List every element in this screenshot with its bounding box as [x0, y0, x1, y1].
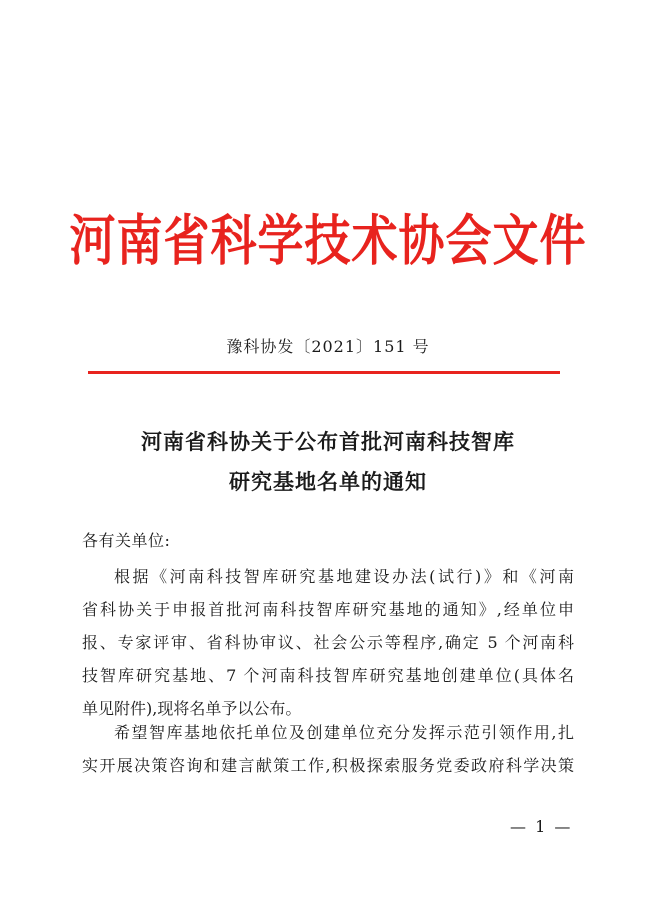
- page-number: — 1 —: [510, 817, 573, 836]
- red-divider-rule: [88, 371, 560, 374]
- body-paragraph-2: [82, 716, 574, 782]
- paragraph-line: 技智库研究基地、7 个河南科技智库研究基地创建单位(具体名: [82, 666, 574, 685]
- notice-title-line-2: 研究基地名单的通知: [229, 469, 427, 494]
- document-number: 豫科协发〔2021〕151 号: [226, 337, 430, 356]
- salutation: 各有关单位:: [82, 531, 171, 550]
- paragraph-line: 实开展决策咨询和建言献策工作,积极探索服务党委政府科学决策: [82, 756, 574, 775]
- body-paragraph-1: [82, 560, 574, 725]
- org-header-title: 河南省科学技术协会文件: [69, 208, 587, 273]
- paragraph-line: 省科协关于申报首批河南科技智库研究基地的通知》,经单位申: [82, 600, 574, 619]
- paragraph-line: 单见附件),现将名单予以公布。: [82, 699, 302, 718]
- paragraph-line: 根据《河南科技智库研究基地建设办法(试行)》和《河南: [114, 567, 574, 586]
- paragraph-line: 希望智库基地依托单位及创建单位充分发挥示范引领作用,扎: [114, 723, 574, 742]
- notice-title-line-1: 河南省科协关于公布首批河南科技智库: [141, 429, 515, 454]
- notice-title: [0, 422, 656, 502]
- paragraph-line: 报、专家评审、省科协审议、社会公示等程序,确定 5 个河南科: [82, 633, 574, 652]
